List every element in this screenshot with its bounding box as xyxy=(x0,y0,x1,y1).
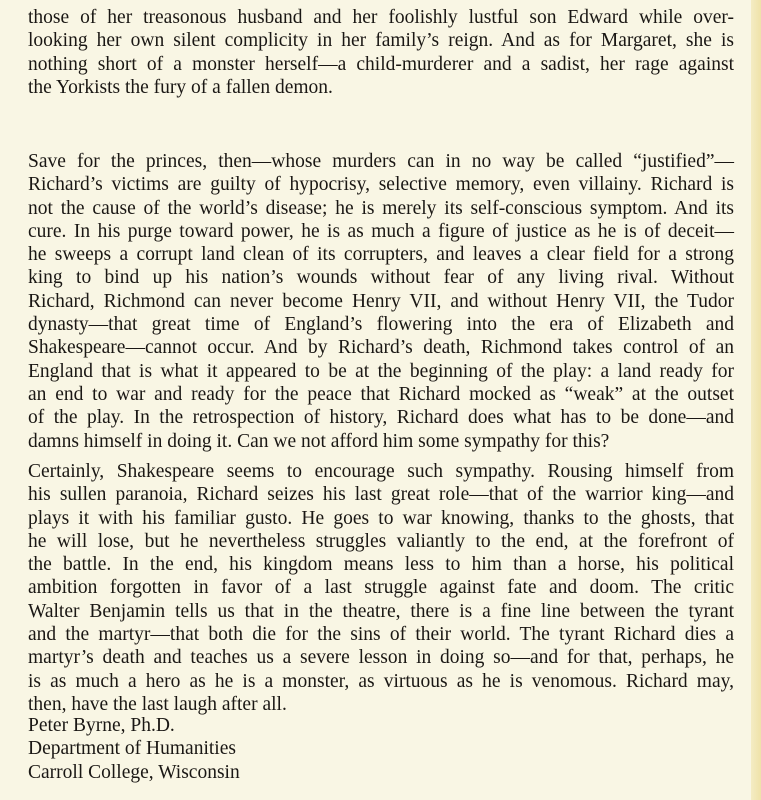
text-line: of the play. In the retrospection of history, Richard does what has to be done—and xyxy=(28,407,734,429)
author-signature xyxy=(28,714,734,784)
text-line: the Yorkists the fury of a fallen demon. xyxy=(28,76,333,98)
paragraph-1 xyxy=(28,6,734,99)
text-line: Save for the princes, then—whose murders can in no way be called “justified”— xyxy=(28,151,734,172)
text-line: dynasty—that great time of England’s flowering into the era of Elizabeth and xyxy=(28,314,734,336)
text-line: damns himself in doing it. Can we not afford him some sympathy for this? xyxy=(28,430,610,452)
text-line: Walter Benjamin tells us that in the theatre, there is a fine line between the tyrant xyxy=(28,600,734,622)
author-name: Peter Byrne, Ph.D. xyxy=(28,715,175,736)
text-line: not the cause of the world’s disease; he is merely its self-conscious symptom. And its xyxy=(28,197,734,219)
paragraph-2 xyxy=(28,150,734,453)
text-line: looking her own silent complicity in her family’s reign. And as for Margaret, she is xyxy=(28,30,734,52)
text-line: the battle. In the end, his kingdom means less to him than a horse, his political xyxy=(28,554,734,576)
text-line: England that is what it appeared to be at the beginning of the play: a land ready for xyxy=(28,360,734,382)
author-department: Department of Humanities xyxy=(28,738,236,760)
text-line: plays it with his familiar gusto. He goes to war knowing, thanks to the ghosts, that xyxy=(28,507,734,529)
paragraph-3 xyxy=(28,460,734,716)
text-line: martyr’s death and teaches us a severe lesson in doing so—and for that, perhaps, he xyxy=(28,647,734,669)
text-line: he sweeps a corrupt land clean of its corrupters, and leaves a clear field for a strong xyxy=(28,244,734,266)
text-line: he will lose, but he nevertheless struggles valiantly to the end, at the forefront of xyxy=(28,530,734,552)
text-line: then, have the last laugh after all. xyxy=(28,693,287,715)
text-line: Richard, Richmond can never become Henry VII, and without Henry VII, the Tudor xyxy=(28,290,734,312)
text-line: those of her treasonous husband and her foolishly lustful son Edward while over- xyxy=(28,7,734,28)
text-line: is as much a hero as he is a monster, as virtuous as he is venomous. Richard may, xyxy=(28,670,734,692)
text-line: king to bind up his nation’s wounds without fear of any living rival. Without xyxy=(28,267,734,289)
text-line: an end to war and ready for the peace that Richard mocked as “weak” at the outset xyxy=(28,383,734,405)
text-line: Certainly, Shakespeare seems to encourage such sympathy. Rousing himself from xyxy=(28,461,734,482)
text-line: and the martyr—that both die for the sins of their world. The tyrant Richard dies a xyxy=(28,624,734,646)
text-line: Richard’s victims are guilty of hypocrisy, selective memory, even villainy. Richard is xyxy=(28,174,734,196)
text-line: cure. In his purge toward power, he is as much a figure of justice as he is of deceit— xyxy=(28,220,734,242)
text-line: nothing short of a monster herself—a child-murderer and a sadist, her rage against xyxy=(28,53,734,75)
text-line: his sullen paranoia, Richard seizes his last great role—that of the warrior king—and xyxy=(28,484,734,506)
text-line: Shakespeare—cannot occur. And by Richard’s death, Richmond takes control of an xyxy=(28,337,734,359)
page-edge xyxy=(751,0,761,800)
author-institution: Carroll College, Wisconsin xyxy=(28,761,240,783)
text-line: ambition forgotten in favor of a last struggle against fate and doom. The critic xyxy=(28,577,734,599)
